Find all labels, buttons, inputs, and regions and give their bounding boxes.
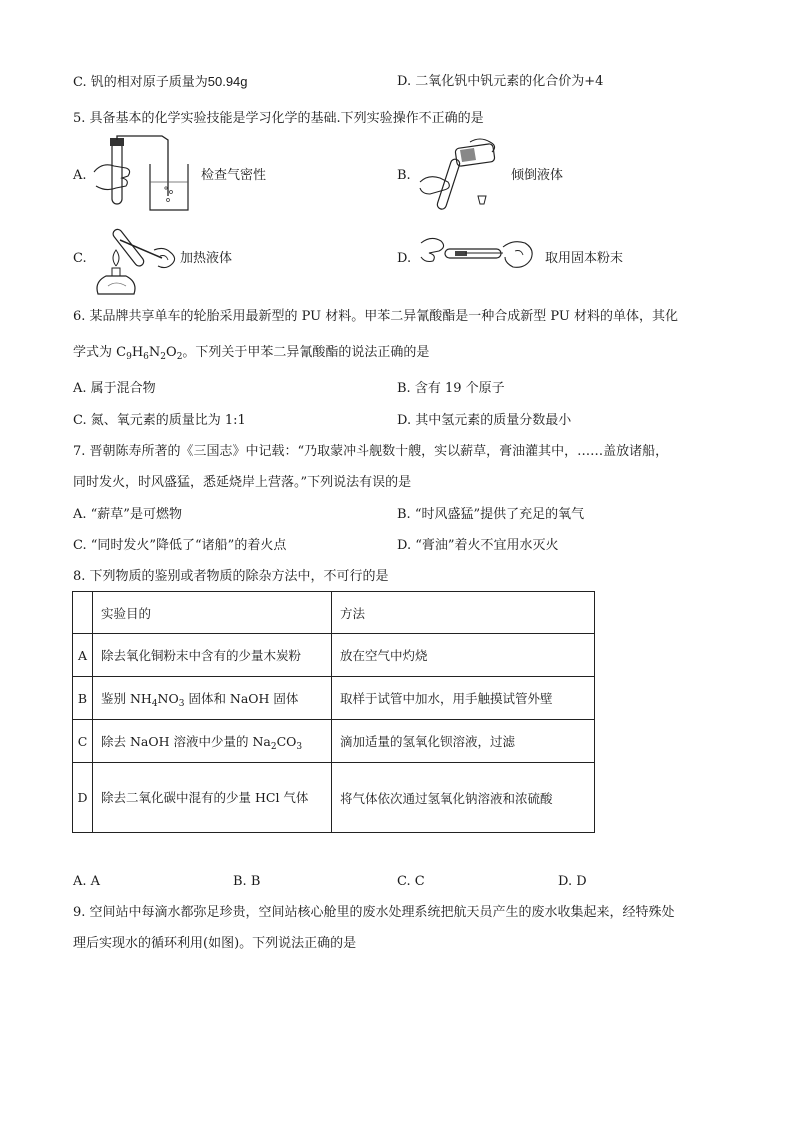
q5-option-a-label: 检查气密性 [201,168,267,183]
q8-table [72,591,595,833]
q7-stem-line2: 同时发火，时风盛猛，悉延烧岸上营落。”下列说法有误的是 [73,475,412,490]
q5-option-c-key: C. [73,251,87,266]
table-header-cell: 实验目的 [93,592,332,634]
table-header-cell [73,592,93,634]
q8-option-d: D. D [558,874,587,889]
heating-liquid-figure [90,220,182,296]
table-cell-key: A [73,634,93,677]
q6-stem-line2: 学式为 $C_9H_6N_2O_2$。下列关于甲苯二异氰酸酯的说法正确的是 [73,345,430,362]
q7-stem-line1: 7. 晋朝陈寿所著的《三国志》中记载：“乃取蒙冲斗舰数十艘，实以薪草，膏油灌其中，……盖放诸船， [73,444,669,459]
q7-option-b: B. “时风盛猛”提供了充足的氧气 [397,507,585,522]
taking-powder-figure [417,233,543,279]
table-cell-method: 取样于试管中加水，用手触摸试管外壁 [332,677,595,720]
table-cell-method: 放在空气中灼烧 [332,634,595,677]
q5-option-d-key: D. [397,251,412,266]
pouring-liquid-figure [416,136,508,214]
q7-option-d: D. “膏油”着火不宜用水灭火 [397,538,559,553]
table-cell-method: 将气体依次通过氢氧化钠溶液和浓硫酸 [332,763,595,833]
table-cell-key: B [73,677,93,720]
table-cell-method: 滴加适量的氢氧化钡溶液，过滤 [332,720,595,763]
table-row [73,763,595,833]
table-cell-key: D [73,763,93,833]
q8-option-a: A. A [73,874,101,889]
q4-option-c-value: 50.94g [207,74,248,89]
airtightness-check-figure [92,134,197,214]
q6-option-b: B. 含有 19 个原子 [397,381,505,396]
table-header-cell: 方法 [332,592,595,634]
q8-option-c: C. C [397,874,425,889]
q4-option-c [73,73,248,92]
q7-option-c: C. “同时发火”降低了“诸船”的着火点 [73,538,287,553]
q8-stem: 8. 下列物质的鉴别或者物质的除杂方法中，不可行的是 [73,569,389,584]
q4-option-d: D. 二氧化钒中钒元素的化合价为+4 [397,74,604,89]
table-cell-key: C [73,720,93,763]
q6-option-d: D. 其中氢元素的质量分数最小 [397,413,572,428]
q6-option-a: A. 属于混合物 [73,381,156,396]
table-header-row [73,592,595,634]
q7-option-a: A. “薪草”是可燃物 [73,507,182,522]
q4-option-c-text: C. 钒的相对原子质量为 [73,75,208,90]
table-cell-goal: 鉴别 $NH_4NO_3$ 固体和 NaOH 固体 [93,677,332,720]
table-cell-goal: 除去 NaOH 溶液中少量的 $Na_2CO_3$ [93,720,332,763]
q6-option-c: C. 氮、氧元素的质量比为 1:1 [73,413,246,428]
q6-stem-line1: 6. 某品牌共享单车的轮胎采用最新型的 PU 材料。甲苯二异氰酸酯是一种合成新型 PU 材料的单体，其化 [73,309,679,324]
q9-stem-line2: 理后实现水的循环利用(如图)。下列说法正确的是 [73,936,357,951]
table-row [73,677,595,720]
q5-option-b-key: B. [397,168,411,183]
q9-stem-line1: 9. 空间站中每滴水都弥足珍贵，空间站核心舱里的废水处理系统把航天员产生的废水收集起来，经特殊处 [73,905,675,920]
q5-option-d-label: 取用固本粉末 [545,251,624,266]
table-cell-goal: 除去氧化铜粉末中含有的少量木炭粉 [93,634,332,677]
table-row [73,720,595,763]
q5-option-a-key: A. [73,168,87,183]
q5-option-c-label: 加热液体 [180,251,233,266]
q8-option-b: B. B [233,874,261,889]
q5-option-b-label: 倾倒液体 [511,168,564,183]
q5-stem: 5. 具备基本的化学实验技能是学习化学的基础.下列实验操作不正确的是 [73,111,484,126]
table-cell-goal: 除去二氧化碳中混有的少量 HCl 气体 [93,763,332,833]
table-row [73,634,595,677]
